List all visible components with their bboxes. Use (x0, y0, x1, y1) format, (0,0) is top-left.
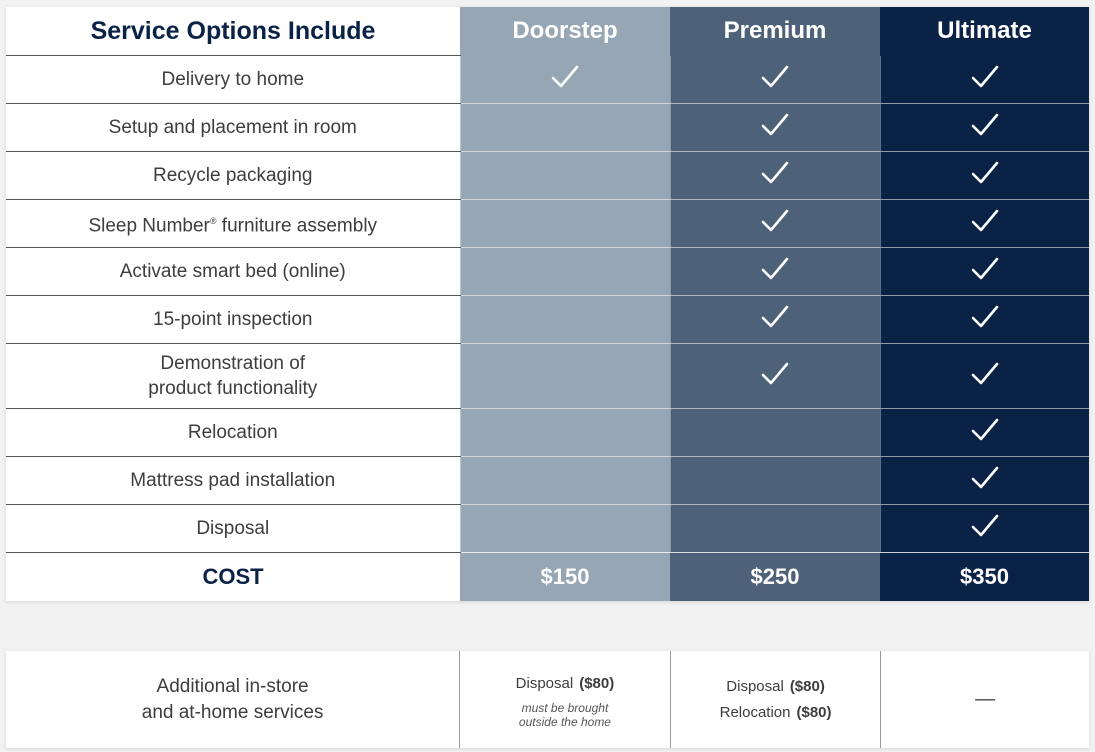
addon-note-line2: outside the home (518, 714, 611, 729)
service-options-table (6, 7, 1089, 601)
addon-ultimate (880, 651, 1089, 748)
feature-cell-premium (670, 200, 880, 248)
checkmark-icon (760, 64, 790, 90)
checkmark-icon (970, 361, 1000, 387)
feature-cell-doorstep (460, 104, 670, 152)
checkmark-icon (970, 208, 1000, 234)
feature-row (6, 200, 1089, 248)
feature-cell-premium (670, 409, 880, 457)
addon-item-name: Disposal (515, 674, 574, 692)
addon-item-name: Relocation (719, 703, 791, 721)
feature-label-text: Recycle packaging (153, 165, 313, 186)
addon-item-price: ($80) (579, 674, 615, 692)
feature-label-line1: Demonstration of (160, 353, 306, 374)
addon-item-name: Disposal (726, 677, 784, 695)
checkmark-icon (970, 112, 1000, 138)
feature-label (6, 200, 460, 248)
additional-services-label-line1: Additional in-store (156, 675, 309, 697)
plan-header-doorstep: Doorstep (460, 7, 670, 56)
feature-cell-doorstep (460, 248, 670, 296)
feature-cell-premium (670, 344, 880, 409)
feature-label-text: Sleep Number (88, 215, 210, 237)
addon-doorstep (459, 651, 670, 748)
feature-label (6, 505, 460, 553)
additional-services-label (6, 651, 459, 748)
checkmark-icon (760, 256, 790, 282)
checkmark-icon (970, 513, 1000, 539)
feature-row (6, 248, 1089, 296)
feature-cell-ultimate (880, 296, 1089, 344)
feature-cell-ultimate (880, 104, 1089, 152)
addon-premium (670, 651, 881, 748)
feature-label (6, 104, 460, 152)
feature-cell-doorstep (460, 409, 670, 457)
feature-cell-doorstep (460, 505, 670, 553)
additional-services-table (6, 651, 1089, 748)
checkmark-icon (760, 160, 790, 186)
feature-cell-premium (670, 296, 880, 344)
feature-label-text: Activate smart bed (online) (119, 261, 346, 282)
addon-item-price: ($80) (796, 703, 832, 721)
feature-cell-premium (670, 104, 880, 152)
feature-cell-ultimate (880, 409, 1089, 457)
cost-label: COST (202, 563, 264, 589)
feature-cell-doorstep (460, 344, 670, 409)
feature-label-line2: product functionality (148, 378, 318, 399)
feature-label (6, 152, 460, 200)
addon-item-price: ($80) (789, 677, 825, 695)
feature-cell-doorstep (460, 152, 670, 200)
addon-doorstep-item (516, 671, 615, 697)
feature-label-text: Mattress pad installation (130, 470, 336, 491)
feature-cell-premium (670, 152, 880, 200)
feature-cell-ultimate (880, 248, 1089, 296)
checkmark-icon (760, 208, 790, 234)
feature-label (6, 248, 460, 296)
registered-mark: ® (209, 215, 217, 226)
feature-label-text: Delivery to home (161, 69, 305, 90)
feature-row (6, 104, 1089, 152)
feature-cell-premium (670, 457, 880, 505)
feature-cell-ultimate (880, 457, 1089, 505)
header-row (6, 7, 1089, 56)
plan-header-ultimate: Ultimate (880, 7, 1089, 56)
checkmark-icon (970, 64, 1000, 90)
feature-cell-premium (670, 56, 880, 104)
feature-label (6, 56, 460, 104)
checkmark-icon (760, 361, 790, 387)
feature-row (6, 296, 1089, 344)
addon-premium-item (720, 700, 832, 726)
feature-label (6, 344, 460, 409)
feature-label (6, 457, 460, 505)
feature-cell-ultimate (880, 152, 1089, 200)
feature-row (6, 56, 1089, 104)
feature-row (6, 505, 1089, 553)
checkmark-icon (970, 417, 1000, 443)
feature-label (6, 409, 460, 457)
feature-label (6, 296, 460, 344)
feature-cell-doorstep (460, 200, 670, 248)
feature-cell-premium (670, 248, 880, 296)
feature-row (6, 457, 1089, 505)
feature-label-suffix: furniture assembly (216, 215, 378, 237)
checkmark-icon (760, 112, 790, 138)
plan-header-premium: Premium (670, 7, 880, 56)
cost-ultimate: $350 (880, 553, 1089, 601)
addon-note-line1: must be brought (521, 700, 609, 715)
checkmark-icon (970, 256, 1000, 282)
feature-label-text: 15-point inspection (153, 309, 313, 330)
additional-services-label-line2: and at-home services (141, 701, 324, 723)
feature-column-header: Service Options Include (6, 7, 460, 56)
feature-label-text: Setup and placement in room (108, 117, 357, 138)
feature-rows (6, 56, 1089, 553)
cost-doorstep: $150 (460, 553, 670, 601)
addon-doorstep-note (519, 701, 611, 729)
cost-premium: $250 (670, 553, 880, 601)
feature-label-text: Disposal (196, 518, 270, 539)
feature-row (6, 344, 1089, 409)
checkmark-icon (550, 64, 580, 90)
feature-cell-premium (670, 505, 880, 553)
checkmark-icon (970, 160, 1000, 186)
addon-premium-item (726, 674, 825, 700)
checkmark-icon (970, 304, 1000, 330)
feature-cell-ultimate (880, 200, 1089, 248)
feature-row (6, 409, 1089, 457)
feature-cell-doorstep (460, 296, 670, 344)
checkmark-icon (760, 304, 790, 330)
feature-cell-ultimate (880, 56, 1089, 104)
addon-ultimate-none: — (975, 688, 996, 710)
checkmark-icon (970, 465, 1000, 491)
cost-row (6, 553, 1089, 601)
feature-row (6, 152, 1089, 200)
feature-cell-ultimate (880, 344, 1089, 409)
feature-label-text: Relocation (187, 422, 278, 443)
feature-cell-doorstep (460, 457, 670, 505)
feature-cell-doorstep (460, 56, 670, 104)
feature-cell-ultimate (880, 505, 1089, 553)
comparison-table (6, 7, 1089, 601)
